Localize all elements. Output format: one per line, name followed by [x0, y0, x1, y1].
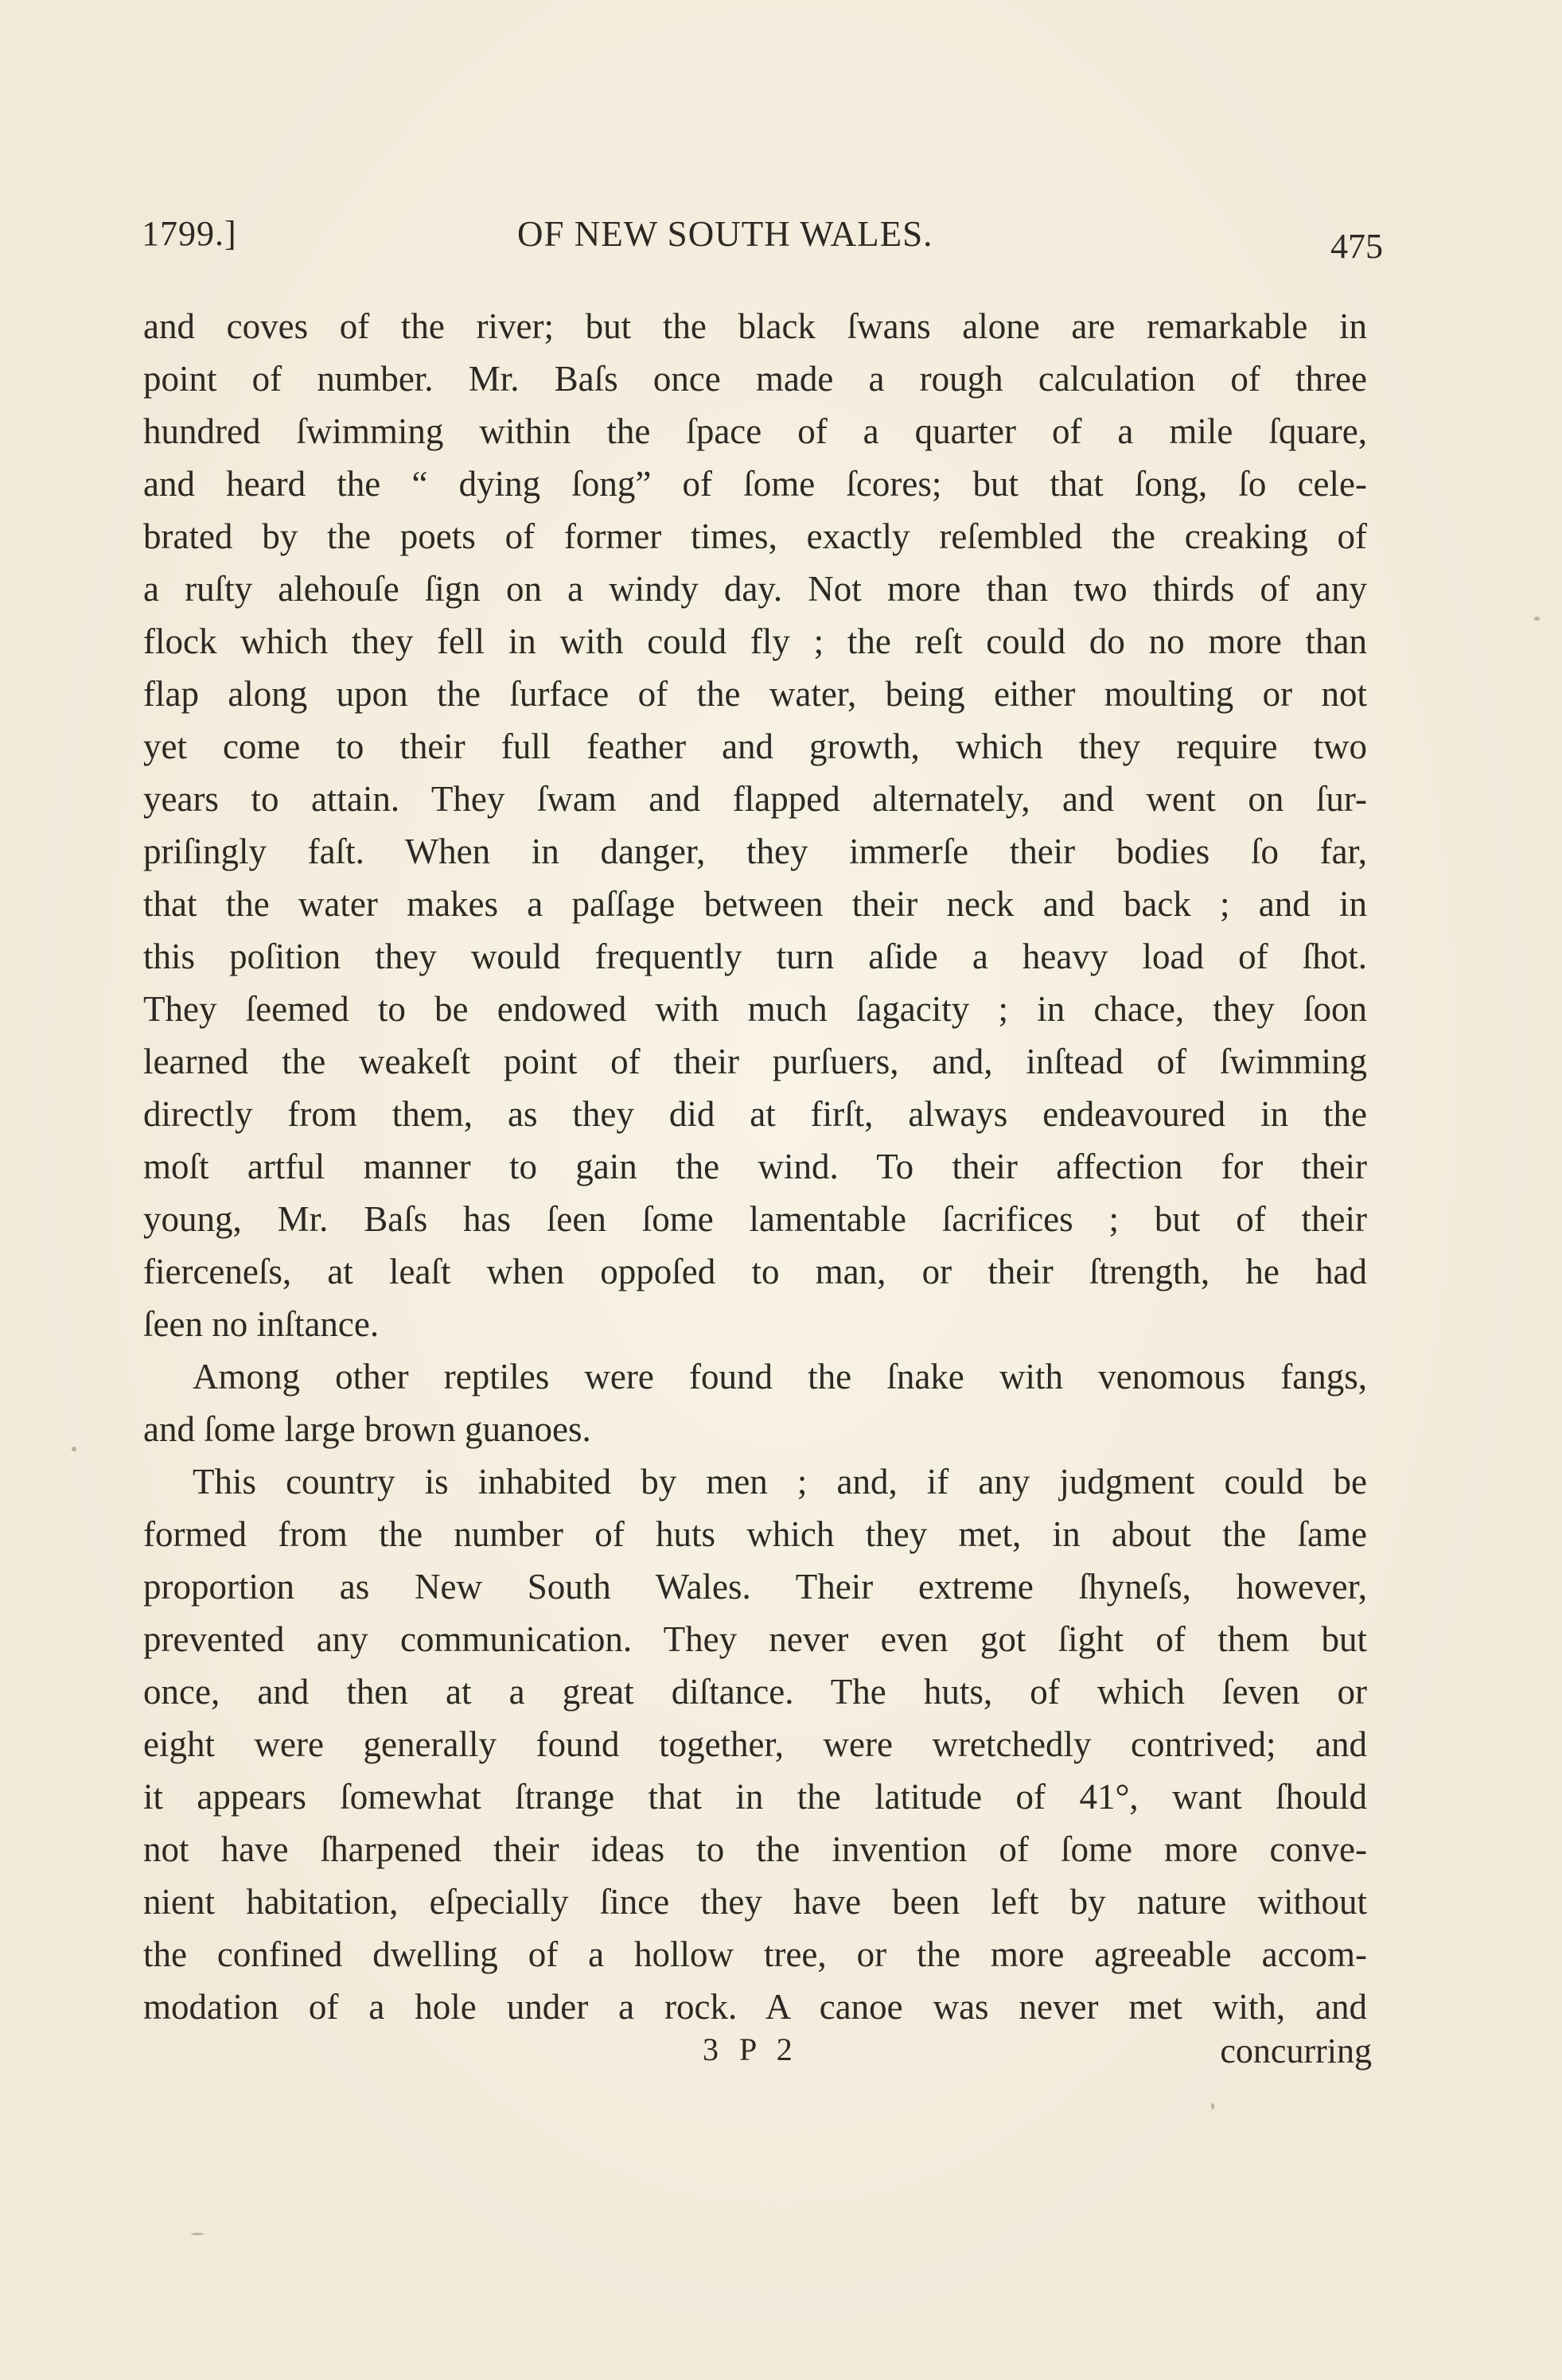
- text-line: proportion as New South Wales. Their extreme ſhyneſs, however,: [143, 1567, 1367, 1607]
- text-line: yet come to their full feather and growth, which they require two: [143, 726, 1367, 766]
- text-line: nient habitation, eſpecially ſince they have been left by nature without: [143, 1882, 1367, 1922]
- text-line: young, Mr. Baſs has ſeen ſome lamentable ſacrifices ; but of their: [143, 1199, 1367, 1239]
- text-line: the confined dwelling of a hollow tree, or the more agreeable accom-: [143, 1934, 1367, 1974]
- text-line: modation of a hole under a rock. A canoe was never met with, and: [143, 1987, 1367, 2027]
- text-line: ſeen no inſtance.: [143, 1304, 380, 1344]
- text-line: Among other reptiles were found the ſnake with venomous fangs,: [193, 1357, 1367, 1396]
- text-line: moſt artful manner to gain the wind. To their affection for their: [143, 1147, 1367, 1186]
- catchword: concurring: [1220, 2031, 1372, 2070]
- text-line: and heard the “ dying ſong” of ſome ſcores; but that ſong, ſo cele-: [143, 464, 1367, 504]
- page-number: 475: [1330, 227, 1383, 266]
- text-line: not have ſharpened their ideas to the invention of ſome more conve-: [143, 1829, 1367, 1869]
- text-line: once, and then at a great diſtance. The huts, of which ſeven or: [143, 1672, 1367, 1712]
- paper-speck: [1211, 2103, 1214, 2109]
- text-line: a ruſty alehouſe ſign on a windy day. Not more than two thirds of any: [143, 569, 1367, 609]
- text-line: flock which they fell in with could fly ; the reſt could do no more than: [143, 621, 1367, 661]
- text-line: directly from them, as they did at firſt, always endeavoured in the: [143, 1094, 1367, 1134]
- paper-speck: [1534, 617, 1540, 621]
- text-line: fierceneſs, at leaſt when oppoſed to man, or their ſtrength, he had: [143, 1252, 1367, 1291]
- paragraph: [143, 1455, 1367, 2033]
- text-line: hundred ſwimming within the ſpace of a quarter of a mile ſquare,: [143, 411, 1367, 451]
- text-line: This country is inhabited by men ; and, if any judgment could be: [193, 1462, 1367, 1502]
- text-line: years to attain. They ſwam and flapped alternately, and went on ſur-: [143, 779, 1367, 819]
- paper-speck: [191, 2233, 204, 2235]
- paper-speck: [72, 1447, 76, 1451]
- text-line: formed from the number of huts which they met, in about the ſame: [143, 1514, 1367, 1554]
- text-line: point of number. Mr. Baſs once made a rough calculation of three: [143, 359, 1367, 399]
- text-line: prevented any communication. They never even got ſight of them but: [143, 1619, 1367, 1659]
- text-line: brated by the poets of former times, exactly reſembled the creaking of: [143, 516, 1367, 556]
- signature-mark: 3 P 2: [703, 2031, 799, 2067]
- page-footer: [142, 2031, 1372, 2086]
- text-line: and coves of the river; but the black ſwans alone are remarkable in: [143, 306, 1367, 346]
- text-line: flap along upon the ſurface of the water, being either moulting or not: [143, 674, 1367, 714]
- paragraph: [143, 1350, 1367, 1455]
- text-line: this poſition they would frequently turn aſide a heavy load of ſhot.: [143, 937, 1367, 976]
- running-head-title: OF NEW SOUTH WALES.: [517, 214, 933, 254]
- text-line: eight were generally found together, were wretchedly contrived; and: [143, 1724, 1367, 1764]
- running-head: [142, 213, 1383, 269]
- text-line: it appears ſomewhat ſtrange that in the latitude of 41°, want ſhould: [143, 1777, 1367, 1817]
- running-head-year: 1799.]: [142, 214, 237, 253]
- paragraph: [143, 300, 1367, 1350]
- text-line: priſingly faſt. When in danger, they immerſe their bodies ſo far,: [143, 832, 1367, 871]
- text-line: that the water makes a paſſage between their neck and back ; and in: [143, 884, 1367, 924]
- body-text: [143, 300, 1367, 2033]
- text-line: and ſome large brown guanoes.: [143, 1409, 591, 1449]
- text-line: learned the weakeſt point of their purſuers, and, inſtead of ſwimming: [143, 1042, 1367, 1081]
- text-line: They ſeemed to be endowed with much ſagacity ; in chace, they ſoon: [143, 989, 1367, 1029]
